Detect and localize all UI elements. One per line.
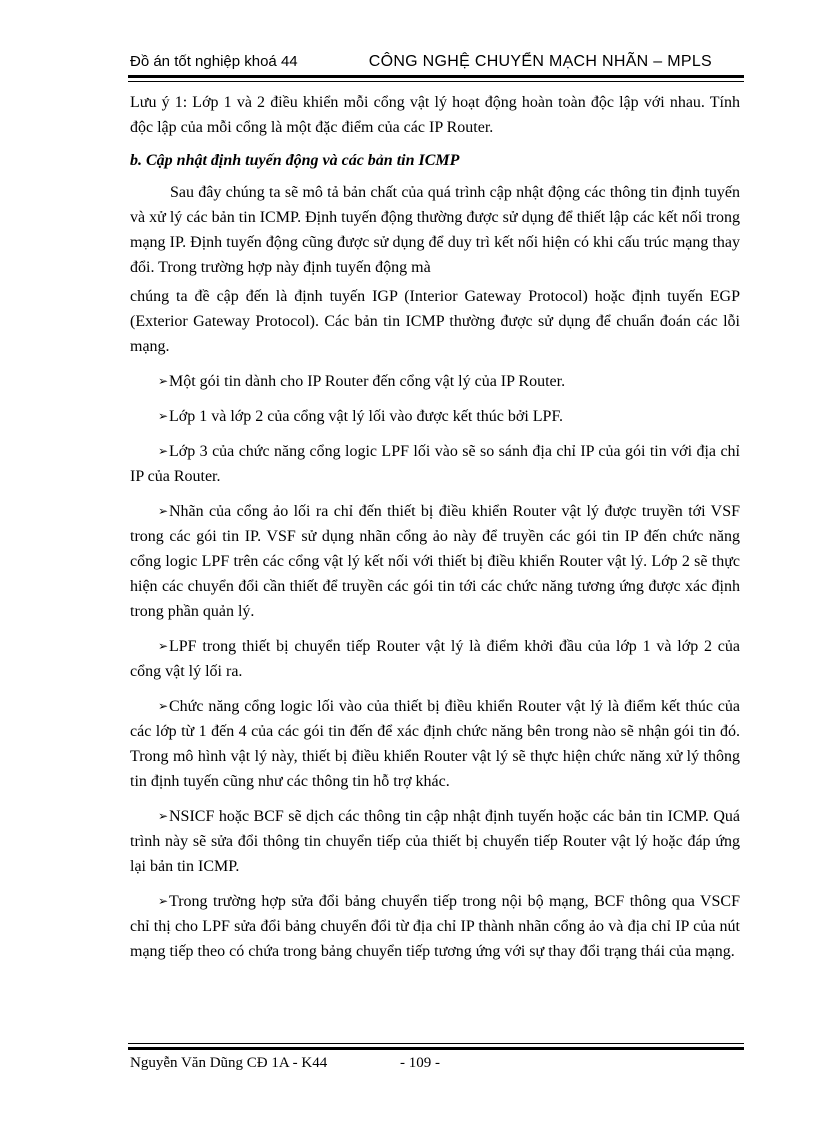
arrow-bullet-icon: ➢ [158,639,169,653]
bullet-item [130,439,740,489]
arrow-bullet-icon: ➢ [158,374,169,388]
footer-rule-thin [128,1043,744,1044]
header-rule-thin [128,81,744,82]
bullet-text: LPF trong thiết bị chuyển tiếp Router vật lý là điểm khởi đầu của lớp 1 và lớp 2 của cổng vật lý lối ra. [130,638,740,680]
bullet-item [130,499,740,624]
header-right-title: CÔNG NGHỆ CHUYỂN MẠCH NHÃN – MPLS [368,53,712,70]
section-heading: b. Cập nhật định tuyến động và các bản tin ICMP [130,152,460,169]
arrow-bullet-icon: ➢ [158,809,169,823]
page-header [130,53,742,77]
arrow-bullet-icon: ➢ [158,504,169,518]
bullet-text: Nhãn của cổng ảo lối ra chỉ đến thiết bị điều khiển Router vật lý được truyền tới VSF trong các gói tin IP. VSF sử dụng nhãn cổng ảo này để truyền các gói tin IP đến chức năng cổng logic LPF trên các cổng vật lý kết nối với thiết bị điều khiển Router vật lý. Lớp 2 sẽ thực hiện các chuyển đổi cần thiết để truyền các gói tin tới các chức năng tương ứng được xác định trong phần quản lý. [130,503,740,620]
bullet-text: Một gói tin dành cho IP Router đến cổng vật lý của IP Router. [169,373,566,390]
header-rule-thick [128,75,744,78]
bullet-item [130,694,740,794]
bullet-text: NSICF hoặc BCF sẽ dịch các thông tin cập nhật định tuyến hoặc các bản tin ICMP. Quá trình này sẽ sửa đổi thông tin chuyển tiếp của thiết bị chuyển tiếp Router vật lý hoặc đáp ứng lại bản tin ICMP. [130,808,740,875]
footer-rule-thick [128,1047,744,1050]
bullet-item [130,804,740,879]
bullet-text: Lớp 3 của chức năng cổng logic LPF lối vào sẽ so sánh địa chỉ IP của gói tin với địa chỉ IP của Router. [130,443,740,485]
bullet-text: Trong trường hợp sửa đổi bảng chuyển tiếp trong nội bộ mạng, BCF thông qua VSCF chỉ thị cho LPF sửa đổi bảng chuyển đổi từ địa chỉ IP thành nhãn cổng ảo và địa chỉ IP của nút mạng tiếp theo có chứa trong bảng chuyển tiếp tương ứng với sự thay đổi trạng thái của mạng. [130,893,740,960]
bullet-text: Lớp 1 và lớp 2 của cổng vật lý lối vào được kết thúc bởi LPF. [169,408,564,425]
body-paragraph-2: chúng ta đề cập đến là định tuyến IGP (Interior Gateway Protocol) hoặc định tuyến EGP (Exterior Gateway Protocol). Các bản tin ICMP thường được sử dụng để chuẩn đoán các lỗi mạng. [130,288,740,355]
bullet-text: Chức năng cổng logic lối vào của thiết bị điều khiển Router vật lý là điểm kết thúc của các lớp từ 1 đến 4 của các gói tin đến để xác định chức năng bên trong nào sẽ nhận gói tin đó. Trong mô hình vật lý này, thiết bị điều khiển Router vật lý sẽ thực hiện chức năng xử lý thông tin định tuyến cũng như các thông tin hỗ trợ khác. [130,698,740,790]
note-paragraph: Lưu ý 1: Lớp 1 và 2 điều khiển mỗi cổng vật lý hoạt động hoàn toàn độc lập với nhau. Tính độc lập của mỗi cổng là một đặc điểm của các IP Router. [130,94,740,136]
arrow-bullet-icon: ➢ [158,894,169,908]
header-left-title: Đồ án tốt nghiệp khoá 44 [130,53,298,70]
arrow-bullet-icon: ➢ [158,409,169,423]
body-paragraph-1: Sau đây chúng ta sẽ mô tả bản chất của quá trình cập nhật động các thông tin định tuyến và xử lý các bản tin ICMP. Định tuyến động thường được sử dụng để thiết lập các kết nối trong mạng IP. Định tuyến động cũng được sử dụng để duy trì kết nối hiện có khi cấu trúc mạng thay đổi. Trong trường hợp này định tuyến động mà [130,184,740,276]
bullet-item [130,369,740,394]
footer-author: Nguyễn Văn Dũng CĐ 1A - K44 [130,1055,328,1071]
arrow-bullet-icon: ➢ [158,699,169,713]
bullet-item [130,889,740,964]
arrow-bullet-icon: ➢ [158,444,169,458]
page-body [130,90,740,974]
bullet-item [130,404,740,429]
page-number: - 109 - [400,1055,440,1071]
bullet-item [130,634,740,684]
